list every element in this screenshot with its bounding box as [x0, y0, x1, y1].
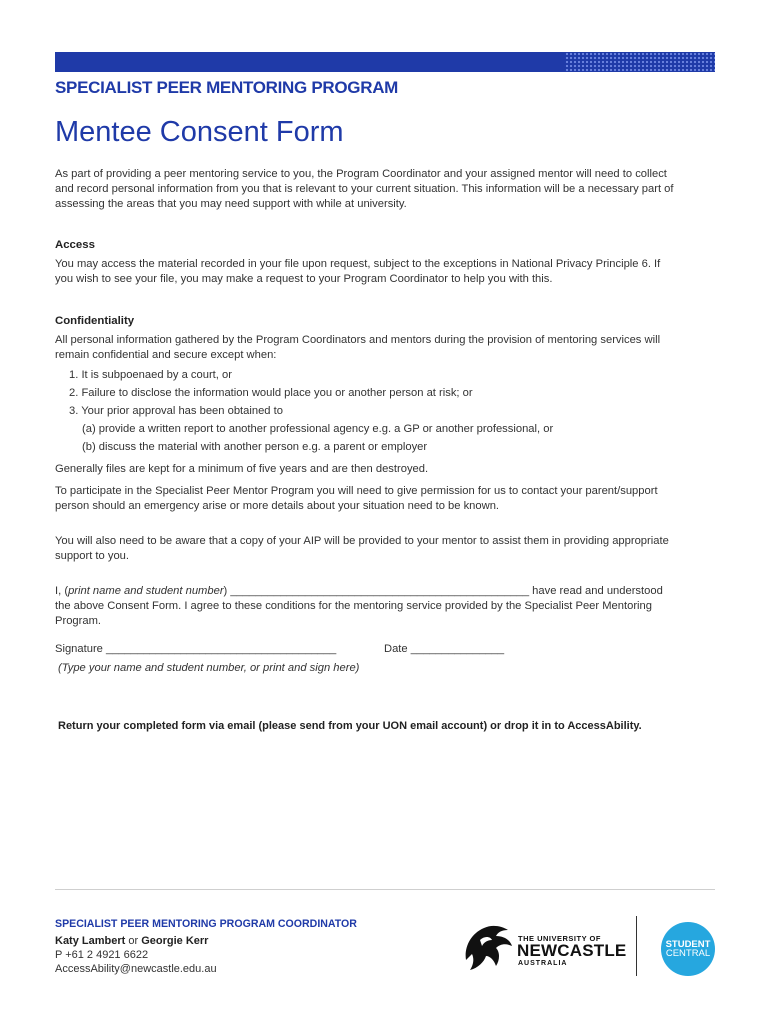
consent-suffix: ) — [223, 585, 231, 597]
badge-line1: STUDENT — [665, 939, 711, 950]
coordinator-name-1: Katy Lambert — [55, 935, 126, 947]
coordinator-title: SPECIALIST PEER MENTORING PROGRAM COORDINATOR — [55, 918, 357, 930]
list-subitem: (b) discuss the material with another person e.g. a parent or employer — [82, 441, 428, 453]
signature-label: Signature — [55, 643, 106, 655]
consent-rest1: have read and — [529, 585, 604, 597]
access-paragraph: You may access the material recorded in your file upon request, subject to the exceptions in National Privacy Principle 6. If you wish to see your file, you may make a request to your Program Coordinator to help you with this. — [55, 258, 661, 285]
university-name-line3: AUSTRALIA — [518, 960, 568, 967]
date-field[interactable]: _______________ — [410, 643, 505, 655]
return-instructions: Return your completed form via email (please send from your UON email account) or drop it in to AccessAbility. — [58, 720, 642, 732]
university-crest-icon — [460, 920, 514, 972]
consent-statement — [55, 584, 675, 629]
list-item: 3. Your prior approval has been obtained to — [69, 405, 283, 417]
logo-divider — [636, 916, 637, 976]
signature-line — [55, 643, 336, 655]
date-label: Date — [384, 643, 411, 655]
consent-name-hint: print name and student number — [68, 585, 224, 597]
intro-paragraph: As part of providing a peer mentoring service to you, the Program Coordinator and your assigned mentor will need to collect and record personal information from you that is relevant to your current situation. This information will be a necessary part of assessing the areas that you may need support with while at university. — [55, 168, 674, 210]
list-subitem: (a) provide a written report to another professional agency e.g. a GP or another professional, or — [82, 423, 554, 435]
consent-rest2: understood the above Consent Form. I agree to these conditions for the mentoring service provided by the Specialist Peer Mentoring Program. — [55, 585, 663, 627]
list-item: 1. It is subpoenaed by a court, or — [69, 369, 232, 381]
access-heading: Access — [55, 239, 95, 251]
participate-paragraph: To participate in the Specialist Peer Mentor Program you will need to give permission for us to contact your parent/support person should an emergency arise or more details about your situation need to be known. — [55, 485, 658, 512]
confidentiality-heading: Confidentiality — [55, 315, 135, 327]
coordinator-names — [55, 935, 208, 947]
list-item: 2. Failure to disclose the information would place you or another person at risk; or — [69, 387, 473, 399]
coordinator-phone: P +61 2 4921 6622 — [55, 949, 149, 961]
header-bar-pattern — [565, 52, 715, 72]
university-name-line2: NEWCASTLE — [517, 941, 627, 960]
student-central-logo — [661, 922, 715, 976]
program-title: SPECIALIST PEER MENTORING PROGRAM — [55, 78, 399, 97]
header-bar — [55, 52, 715, 72]
coordinator-or: or — [125, 935, 142, 947]
badge-line2: CENTRAL — [665, 948, 711, 959]
signature-field[interactable]: _____________________________________ — [106, 643, 337, 655]
page-title: Mentee Consent Form — [55, 116, 344, 148]
consent-prefix: I, ( — [55, 585, 69, 597]
date-line — [384, 643, 504, 655]
footer-divider — [55, 889, 715, 890]
confidentiality-paragraph: All personal information gathered by the Program Coordinators and mentors during the provision of mentoring services will remain confidential and secure except when: — [55, 334, 661, 361]
retention-paragraph: Generally files are kept for a minimum of five years and are then destroyed. — [55, 463, 429, 475]
aip-paragraph: You will also need to be aware that a copy of your AIP will be provided to your mentor to assist them in providing appropriate support to you. — [55, 535, 669, 562]
coordinator-email[interactable]: AccessAbility@newcastle.edu.au — [55, 963, 217, 975]
coordinator-name-2: Georgie Kerr — [141, 935, 209, 947]
university-name-line1: THE UNIVERSITY OF — [518, 934, 601, 943]
signature-note: (Type your name and student number, or print and sign here) — [58, 662, 360, 674]
name-field[interactable]: ________________________________________________ — [230, 585, 530, 597]
